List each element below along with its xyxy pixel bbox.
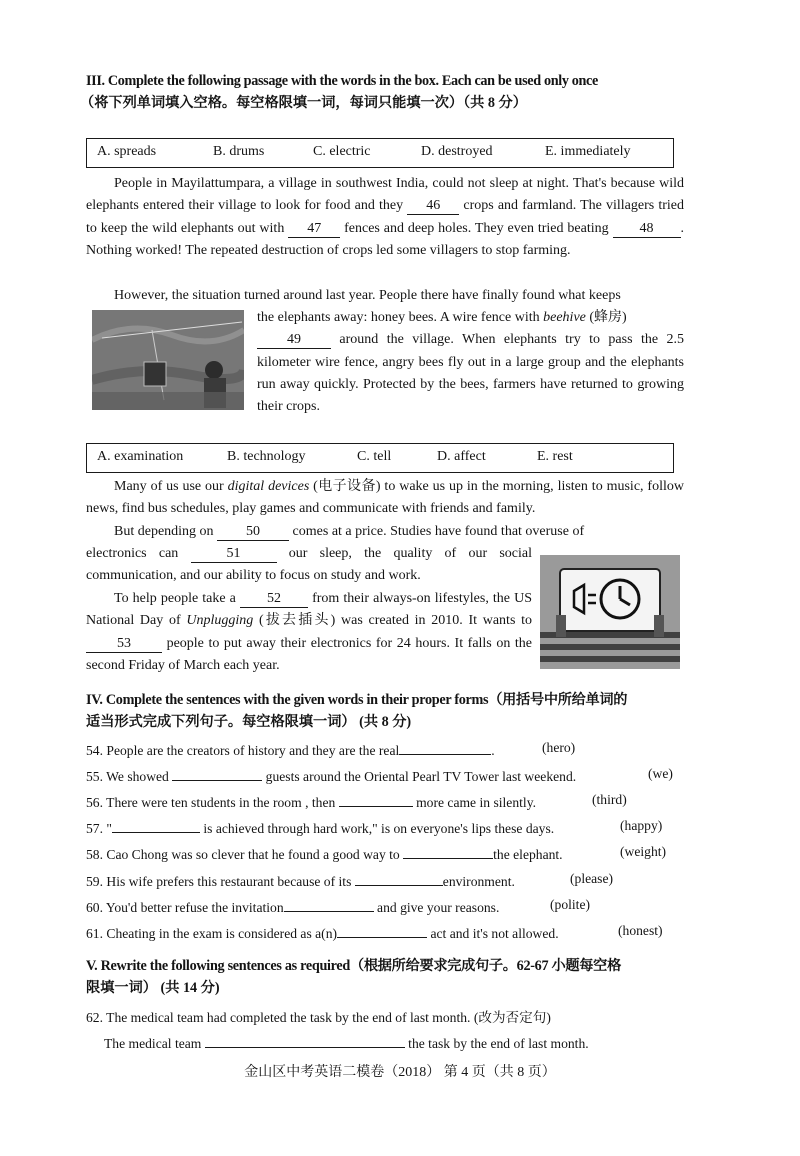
- word-option: D. affect: [437, 449, 486, 464]
- unplugging-term: Unplugging: [186, 613, 254, 629]
- word-option: B. drums: [213, 144, 265, 159]
- word-option: A. spreads: [97, 144, 157, 159]
- word-box-2: [86, 443, 674, 473]
- blank-51: 51: [191, 545, 277, 563]
- section3-heading: [80, 70, 696, 114]
- passage1-paragraph2: the elephants away: honey bees. A wire fence with beehive (蜂房) 49 around the village. When elephants try to pass the 2.5 kilometer wire fence, angry bees fly out in a large group and the elephants run away quickly. Protected by the bees, farmers have returned to growing their crops.: [257, 310, 684, 415]
- word-option: E. rest: [537, 449, 573, 464]
- blank-47: 47: [288, 220, 340, 238]
- bee-fence-photo: [92, 310, 244, 410]
- blank-49: 49: [257, 331, 331, 349]
- answer-blank[interactable]: [205, 1033, 405, 1048]
- question-61: 61. Cheating in the exam is considered as a(n) act and it's not allowed. (honest): [86, 923, 663, 941]
- section3-heading-cn: （将下列单词填入空格。每空格限填一词，每词只能填一次）（共 8 分）: [80, 95, 527, 111]
- word-option: A. examination: [97, 449, 184, 464]
- section4-heading-cn2: 适当形式完成下列句子。每空格限填一词） (共 8 分): [86, 714, 412, 730]
- bee-fence-illustration: [92, 310, 244, 410]
- question-56: 56. There were ten students in the room , then more came in silently. (third): [86, 792, 627, 810]
- answer-blank[interactable]: [399, 740, 491, 755]
- passage2-paragraph1: Many of us use our digital devices (电子设备) to wake us up in the morning, listen to music, follow news, find bus schedules, play games and communicate with friends and family.: [86, 479, 684, 517]
- unplug-clock-illustration: [540, 555, 680, 669]
- question-59: 59. His wife prefers this restaurant because of its environment. (please): [86, 871, 614, 889]
- section5-heading-cn1: （根据所给要求完成句子。62-67 小题每空格: [350, 958, 621, 974]
- question-54: 54. People are the creators of history and they are the real . (hero): [86, 740, 576, 758]
- beehive-term: beehive: [543, 310, 586, 325]
- section5-heading: [86, 955, 692, 999]
- answer-blank[interactable]: [339, 792, 413, 807]
- page-footer: 金山区中考英语二模卷（2018） 第 4 页（共 8 页）: [244, 1065, 556, 1080]
- question-60: 60. You'd better refuse the invitation and give your reasons. (polite): [86, 897, 591, 915]
- question-62-answer: The medical team the task by the end of last month.: [104, 1033, 704, 1052]
- question-55: 55. We showed guests around the Oriental Pearl TV Tower last weekend. (we): [86, 766, 673, 784]
- section4-heading: [86, 689, 692, 733]
- answer-blank[interactable]: [284, 897, 374, 912]
- passage2-paragraph2-line1: But depending on 50 comes at a price. Studies have found that overuse of: [114, 524, 585, 539]
- question-58: 58. Cao Chong was so clever that he found a good way to the elephant. (weight): [86, 844, 667, 862]
- blank-50: 50: [217, 523, 289, 541]
- answer-blank[interactable]: [337, 923, 427, 938]
- answer-blank[interactable]: [172, 766, 262, 781]
- blank-52: 52: [240, 590, 308, 608]
- word-option: D. destroyed: [421, 144, 493, 159]
- word-option: C. electric: [313, 144, 371, 159]
- blank-46: 46: [407, 197, 459, 215]
- section5-heading-en: V. Rewrite the following sentences as required: [86, 958, 351, 974]
- answer-blank[interactable]: [112, 818, 200, 833]
- blank-53: 53: [86, 635, 162, 653]
- unplugging-photo: [540, 555, 680, 669]
- digital-devices-term: digital devices: [227, 479, 310, 494]
- answer-blank[interactable]: [403, 844, 493, 859]
- word-option: B. technology: [227, 449, 306, 464]
- word-box-1: [86, 138, 674, 168]
- answer-blank[interactable]: [355, 871, 443, 886]
- blank-48: 48: [613, 220, 681, 238]
- passage1-paragraph2-line1: However, the situation turned around last year. People there have finally found what keeps: [114, 288, 621, 303]
- passage1-paragraph1: People in Mayilattumpara, a village in southwest India, could not sleep at night. That's because wild elephants entered their village to look for food and they 46 crops and farmland. The villagers tried to keep the wild elephants out with 47 fences and deep holes. They even tried beating 48 . Nothing worked! The repeated destruction of crops led some villagers to stop farming.: [86, 176, 684, 258]
- word-option: E. immediately: [545, 144, 631, 159]
- section4-heading-cn1: （用括号中所给单词的: [488, 692, 628, 708]
- passage2-paragraph3: To help people take a 52 from their always-on lifestyles, the US National Day of Unplugging (拔去插头) was created in 2010. It wants to 53 people to put away their electronics for 24 hours. It falls on the second Friday of March each year.: [86, 591, 533, 673]
- section5-heading-cn2: 限填一词） (共 14 分): [86, 980, 220, 996]
- section3-heading-en: III. Complete the following passage with the words in the box. Each can be used only once: [86, 73, 598, 89]
- passage2-paragraph2: electronics can 51 our sleep, the quality of our social communication, and our ability to focus on study and work.: [86, 546, 532, 584]
- question-62: 62. The medical team had completed the task by the end of last month. (改为否定句): [86, 1010, 551, 1025]
- section4-heading-en: IV. Complete the sentences with the given words in their proper forms: [86, 692, 489, 708]
- word-option: C. tell: [357, 449, 392, 464]
- question-57: 57. " is achieved through hard work," is on everyone's lips these days. (happy): [86, 818, 663, 836]
